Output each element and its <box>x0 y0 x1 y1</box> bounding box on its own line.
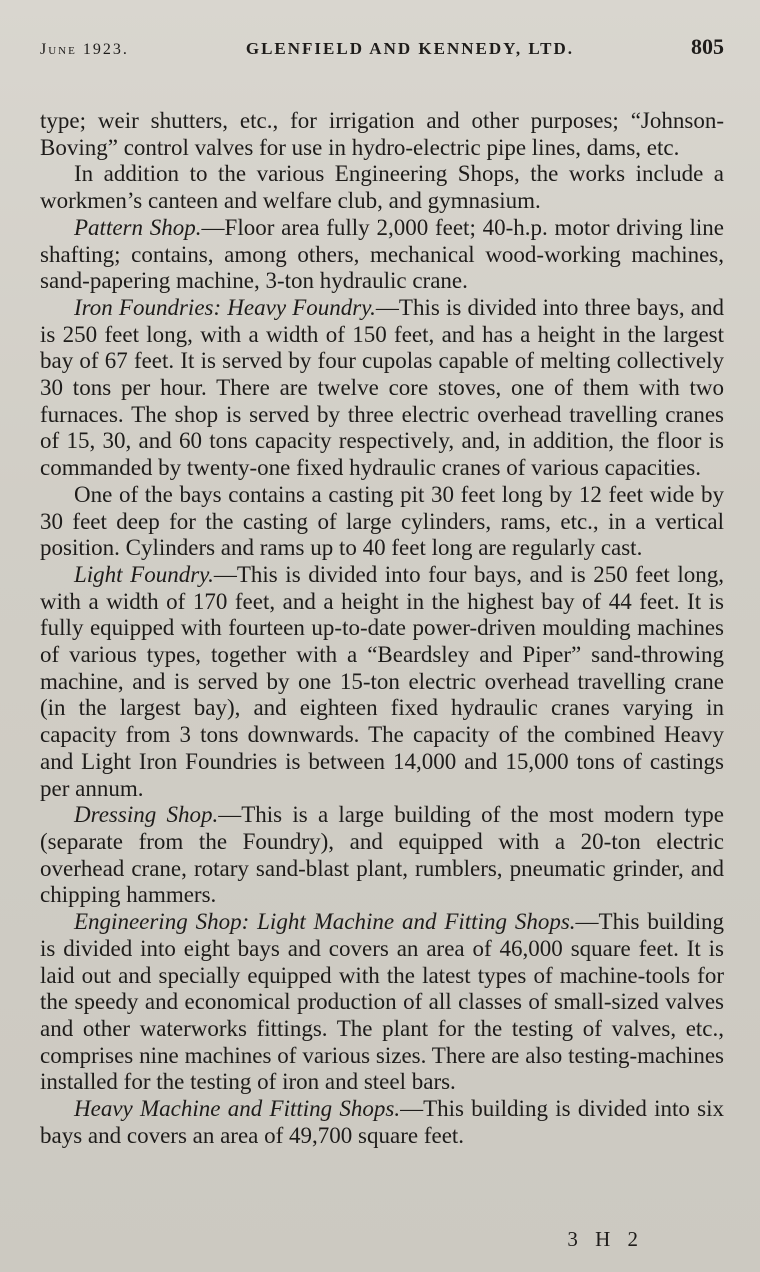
paragraph <box>40 161 724 214</box>
paragraph-heading: Heavy Machine and Fitting Shops. <box>74 1096 401 1122</box>
paragraph-engineering-shop <box>40 909 724 1096</box>
signature-mark: 3 H 2 <box>567 1227 644 1251</box>
paragraph-text: —This is divided into four bays, and is 250 feet long, with a width of 170 feet, and a height in the highest bay of 44 feet. It is fully equipped with fourteen up-to-date power-driven moulding machines of various types, together with a “Beardsley and Piper” sand-throwing machine, and is served by one 15-ton electric overhead travelling crane (in the largest bay), and eighteen fixed hydraulic cranes varying in capacity from 3 tons downwards. The capacity of the combined Heavy and Light Iron Foundries is between 14,000 and 15,000 tons of castings per annum. <box>40 561 724 801</box>
paragraph-heading: Light Foundry. <box>74 561 214 587</box>
paragraph-text: In addition to the various Engineering Shops, the works include a workmen’s canteen and welfare club, and gymnasium. <box>40 161 724 214</box>
running-head <box>40 34 724 62</box>
paragraph-heavy-foundry <box>40 295 724 482</box>
paragraph-text: type; weir shutters, etc., for irrigation and other purposes; “Johnson-Boving” control valves for use in hydro-electric pipe lines, dams, etc. <box>40 108 724 160</box>
paragraph-dressing-shop <box>40 802 724 909</box>
paragraph-heading: Engineering Shop: Light Machine and Fitting Shops. <box>74 909 576 935</box>
paragraph-text: —This is a large building of the most modern type (separate from the Foundry), and equipped with a 20-ton electric overhead crane, rotary sand-blast plant, rumblers, pneumatic grinder, and chipping hammers. <box>40 802 724 908</box>
header-date: June 1923. <box>40 41 129 58</box>
body-text <box>40 108 724 1149</box>
paragraph-heading: Dressing Shop. <box>74 802 219 828</box>
paragraph-heading: Pattern Shop. <box>74 214 202 240</box>
paragraph-heavy-machine <box>40 1096 724 1149</box>
paragraph-text: —This building is divided into eight bays and covers an area of 46,000 square feet. It is laid out and specially equipped with the latest types of machine-tools for the speedy and economical production of all classes of small-sized valves and other waterworks fittings. The plant for the testing of valves, etc., comprises nine machines of various sizes. There are also testing-machines installed for the testing of iron and steel bars. <box>40 909 724 1095</box>
paragraph <box>40 108 724 161</box>
header-title: GLENFIELD AND KENNEDY, LTD. <box>245 39 574 58</box>
paragraph-text: One of the bays contains a casting pit 30 feet long by 12 feet wide by 30 feet deep for the casting of large cylinders, rams, etc., in a vertical position. Cylinders and rams up to 40 feet long are regularly cast. <box>40 481 724 561</box>
paragraph <box>40 482 724 562</box>
paragraph-text: —Floor area fully 2,000 feet; 40-h.p. motor driving line shafting; contains, among others, mechanical wood-working machines, sand-papering machine, 3-ton hydraulic crane. <box>40 214 724 294</box>
page-number: 805 <box>691 34 724 59</box>
paragraph-light-foundry <box>40 562 724 802</box>
paragraph-heading: Iron Foundries: Heavy Foundry. <box>74 294 376 320</box>
paragraph-text: —This building is divided into six bays and covers an area of 49,700 square feet. <box>40 1096 724 1148</box>
paragraph-text: —This is divided into three bays, and is 250 feet long, with a width of 150 feet, and has a height in the largest bay of 67 feet. It is served by four cupolas capable of melting collectively 30 tons per hour. There are twelve core stoves, one of them with two furnaces. The shop is served by three electric overhead travelling cranes of 15, 30, and 60 tons capacity respectively, and, in addition, the floor is commanded by twenty-one fixed hydraulic cranes of various capacities. <box>40 294 725 481</box>
paragraph-pattern-shop <box>40 215 724 295</box>
